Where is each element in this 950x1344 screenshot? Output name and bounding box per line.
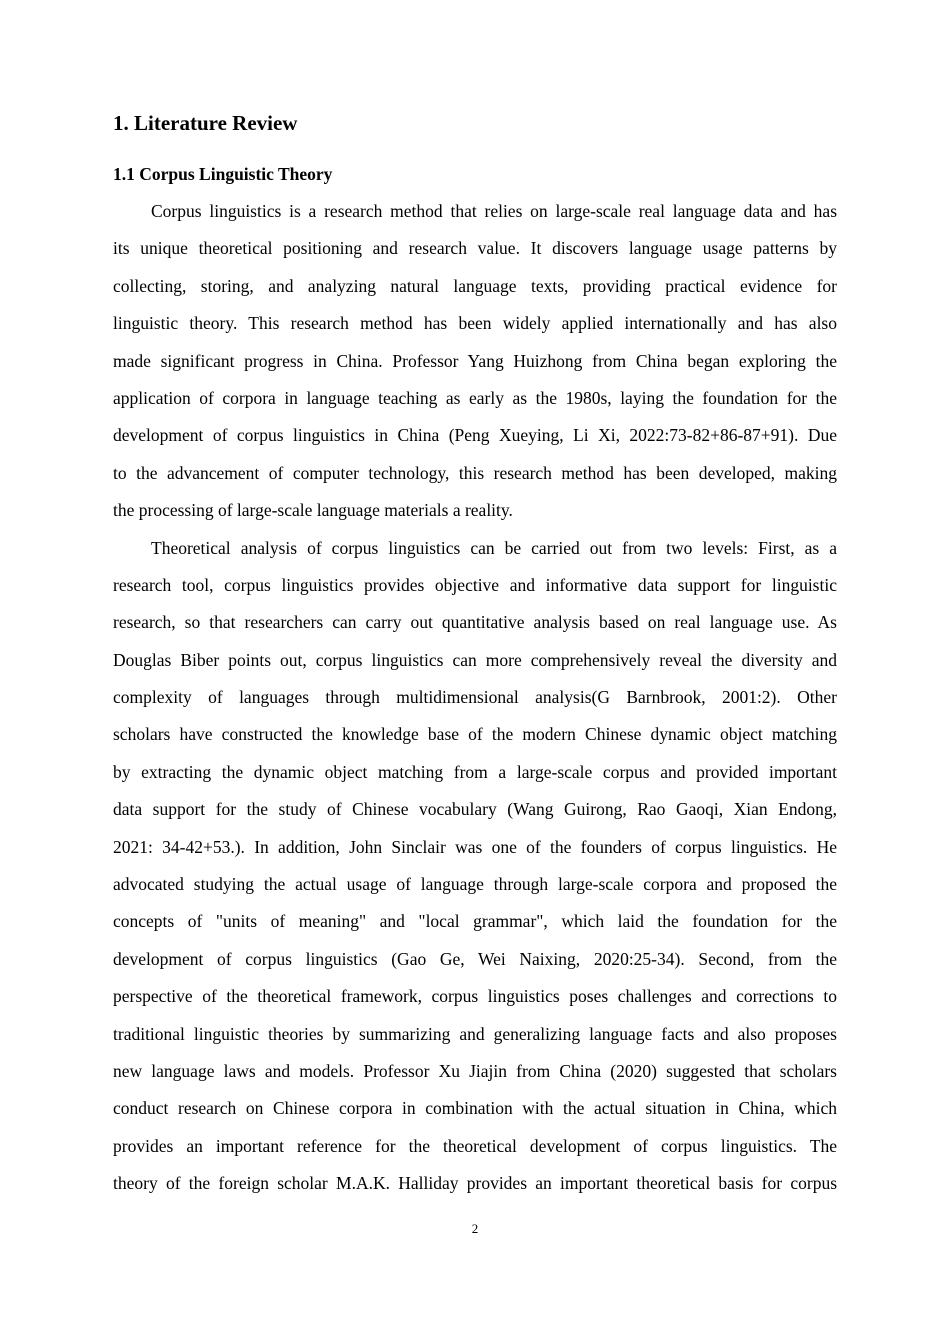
text-line: perspective of the theoretical framework, corpus linguistics poses challenges and corrections to [113,986,837,1007]
text-line: collecting, storing, and analyzing natural language texts, providing practical evidence for [113,275,837,296]
text-line: application of corpora in language teaching as early as the 1980s, laying the foundation for the [113,387,837,408]
text-line: made significant progress in China. Professor Yang Huizhong from China began exploring the [113,350,837,371]
paragraph [113,536,837,1209]
text-line: its unique theoretical positioning and research value. It discovers language usage patterns by [113,238,837,259]
text-line: Corpus linguistics is a research method that relies on large-scale real language data and has [151,201,837,221]
paragraph [113,199,837,536]
section-heading: 1. Literature Review [113,111,298,135]
text-line: concepts of "units of meaning" and "local grammar", which laid the foundation for the [113,911,837,932]
text-line: complexity of languages through multidimensional analysis(G Barnbrook, 2001:2). Other [113,687,837,708]
text-line: provides an important reference for the theoretical development of corpus linguistics. The [113,1135,837,1156]
text-line: 2021: 34-42+53.). In addition, John Sinclair was one of the founders of corpus linguistics. He [113,836,837,857]
text-line: theory of the foreign scholar M.A.K. Halliday provides an important theoretical basis for corpus [113,1173,837,1194]
text-line: development of corpus linguistics in China (Peng Xueying, Li Xi, 2022:73-82+86-87+91). Due [113,425,837,446]
text-line: advocated studying the actual usage of language through large-scale corpora and proposed the [113,874,837,895]
text-line: research tool, corpus linguistics provides objective and informative data support for linguistic [113,574,837,595]
text-line: conduct research on Chinese corpora in combination with the actual situation in China, which [113,1098,837,1119]
text-line: the processing of large-scale language materials a reality. [113,500,513,521]
text-line: research, so that researchers can carry out quantitative analysis based on real language use. As [113,612,837,633]
text-line: to the advancement of computer technology, this research method has been developed, making [113,462,837,483]
text-line: scholars have constructed the knowledge base of the modern Chinese dynamic object matching [113,724,837,745]
subsection-heading: 1.1 Corpus Linguistic Theory [113,164,333,184]
text-line: traditional linguistic theories by summarizing and generalizing language facts and also proposes [113,1023,837,1044]
text-line: development of corpus linguistics (Gao Ge, Wei Naixing, 2020:25-34). Second, from the [113,948,837,969]
text-line: data support for the study of Chinese vocabulary (Wang Guirong, Rao Gaoqi, Xian Endong, [113,799,837,820]
text-line: by extracting the dynamic object matching from a large-scale corpus and provided important [113,761,837,782]
text-line: Douglas Biber points out, corpus linguistics can more comprehensively reveal the diversity and [113,649,837,670]
text-line: new language laws and models. Professor Xu Jiajin from China (2020) suggested that scholars [113,1060,837,1081]
body-text [113,199,837,1209]
page-number: 2 [471,1221,479,1236]
text-line: linguistic theory. This research method has been widely applied internationally and has also [113,313,837,334]
text-line: Theoretical analysis of corpus linguistics can be carried out from two levels: First, as a [151,537,837,558]
